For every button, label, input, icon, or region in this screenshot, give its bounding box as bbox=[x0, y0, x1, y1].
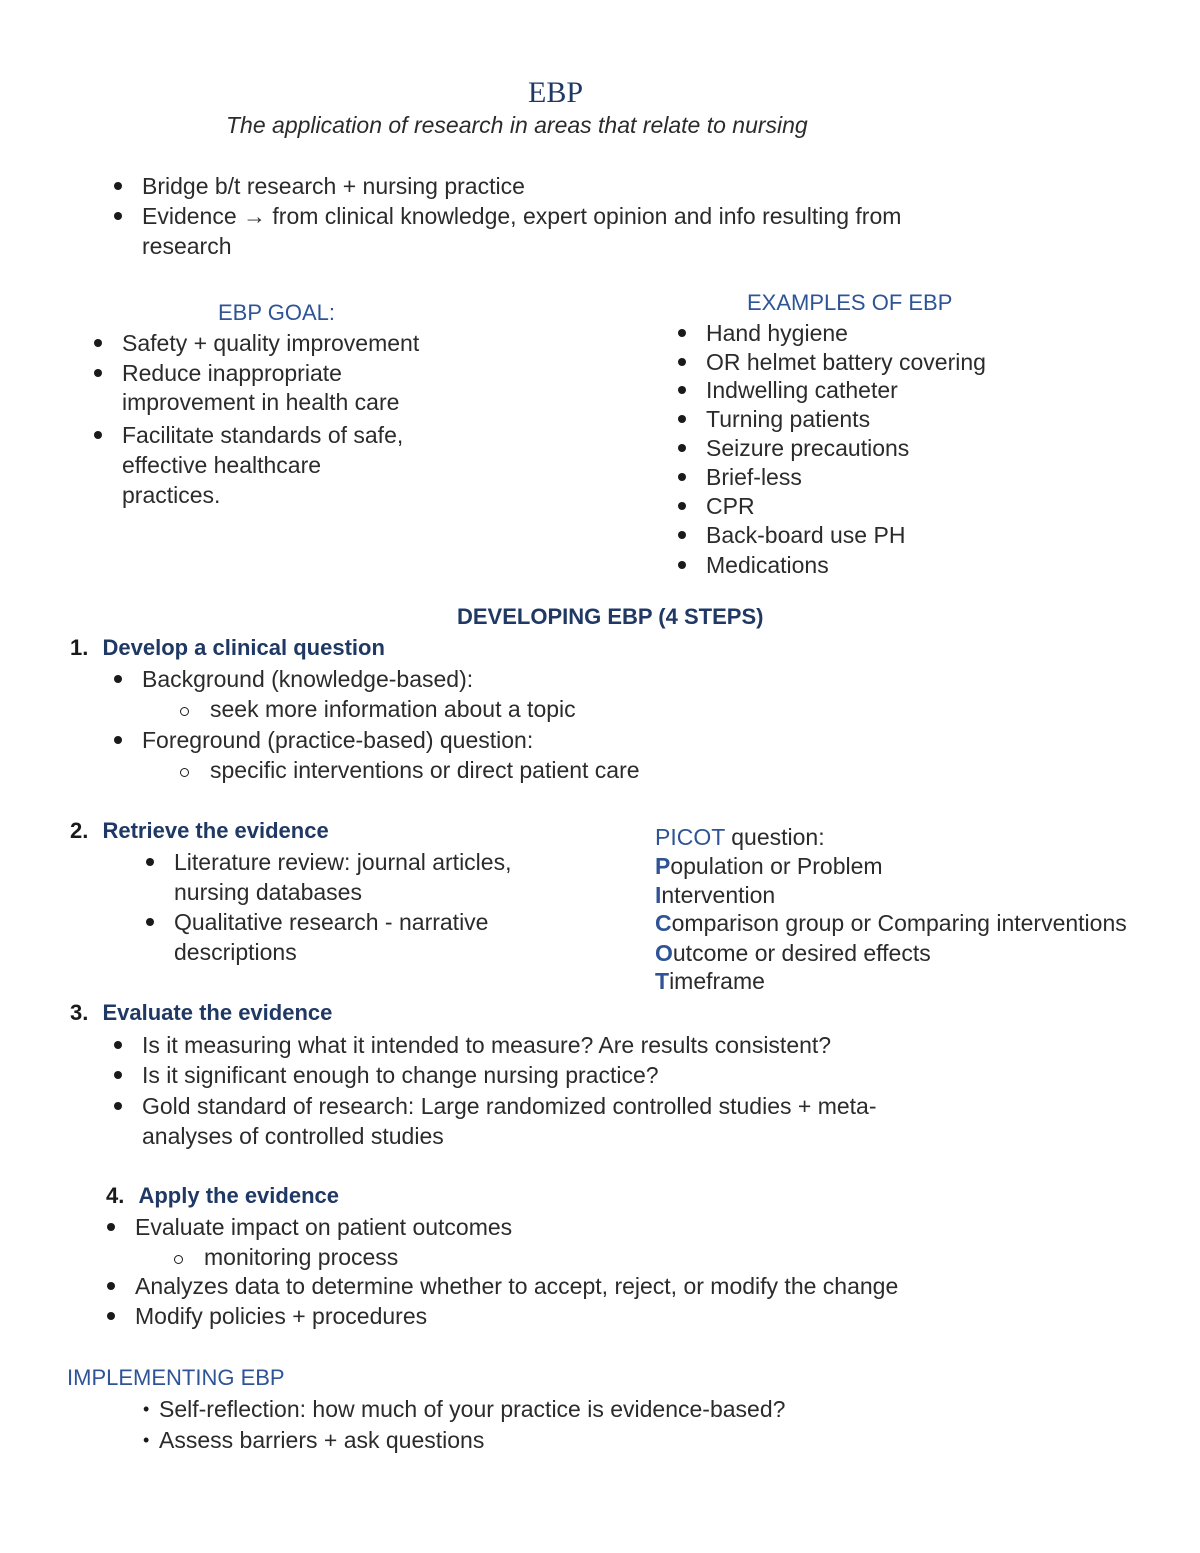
picot-letter: C bbox=[655, 910, 672, 936]
step3-bullet: Is it measuring what it intended to measure? Are results consistent? bbox=[142, 1032, 832, 1058]
picot-row bbox=[655, 912, 1127, 935]
examples-heading: EXAMPLES OF EBP bbox=[747, 290, 953, 315]
picot-letter: P bbox=[655, 853, 671, 879]
picot-row bbox=[655, 855, 883, 878]
step4-bullet: Analyzes data to determine whether to accept, reject, or modify the change bbox=[135, 1273, 899, 1299]
picot-word: opulation or Problem bbox=[670, 853, 883, 879]
intro-bullet: Evidence → from clinical knowledge, expert opinion and info resulting from bbox=[142, 203, 902, 229]
step1-bullet: Background (knowledge-based): bbox=[142, 666, 474, 692]
goal-item: Safety + quality improvement bbox=[122, 330, 420, 356]
picot-heading bbox=[655, 826, 825, 849]
example-item: CPR bbox=[706, 493, 755, 519]
small-bullet-icon: • bbox=[143, 1430, 150, 1450]
page-subtitle: The application of research in areas that relate to nursing bbox=[226, 112, 808, 138]
goal-item: Reduce inappropriate bbox=[122, 360, 342, 386]
goal-item-continuation: improvement in health care bbox=[122, 389, 400, 415]
goal-item-continuation: practices. bbox=[122, 482, 221, 508]
step4-subbullet: monitoring process bbox=[204, 1244, 399, 1270]
picot-letter: I bbox=[655, 882, 662, 908]
picot-letter: O bbox=[655, 940, 673, 966]
picot-letter: T bbox=[655, 968, 670, 994]
intro-bullet-continuation: research bbox=[142, 233, 232, 259]
picot-row bbox=[655, 884, 775, 907]
picot-heading-rest: question: bbox=[724, 824, 825, 850]
example-item: Hand hygiene bbox=[706, 320, 848, 346]
intro-bullet: Bridge b/t research + nursing practice bbox=[142, 173, 525, 199]
implementing-heading: IMPLEMENTING EBP bbox=[67, 1365, 285, 1390]
step4-bullet: Modify policies + procedures bbox=[135, 1303, 428, 1329]
step-number: 2. bbox=[70, 818, 89, 843]
developing-heading: DEVELOPING EBP (4 STEPS) bbox=[457, 604, 764, 629]
picot-row bbox=[655, 942, 931, 965]
step2-bullet-continuation: descriptions bbox=[174, 939, 297, 965]
picot-word: omparison group or Comparing interventions bbox=[671, 910, 1127, 936]
picot-word: utcome or desired effects bbox=[672, 940, 931, 966]
step-2-heading bbox=[70, 820, 329, 842]
picot-word: ntervention bbox=[661, 882, 776, 908]
example-item: OR helmet battery covering bbox=[706, 349, 986, 375]
goal-item-continuation: effective healthcare bbox=[122, 452, 322, 478]
step2-bullet-continuation: nursing databases bbox=[174, 879, 362, 905]
picot-row bbox=[655, 970, 765, 993]
step-title: Apply the evidence bbox=[138, 1183, 339, 1208]
step-title: Retrieve the evidence bbox=[102, 818, 329, 843]
step-number: 3. bbox=[70, 1000, 89, 1025]
implementing-item: Self-reflection: how much of your practice is evidence-based? bbox=[159, 1396, 786, 1422]
step1-subbullet: specific interventions or direct patient care bbox=[210, 757, 640, 783]
example-item: Seizure precautions bbox=[706, 435, 910, 461]
step2-bullet: Literature review: journal articles, bbox=[174, 849, 512, 875]
step3-bullet: Is it significant enough to change nursing practice? bbox=[142, 1062, 659, 1088]
goal-heading: EBP GOAL: bbox=[218, 300, 335, 325]
example-item: Turning patients bbox=[706, 406, 871, 432]
step-3-heading bbox=[70, 1002, 332, 1024]
step-4-heading bbox=[106, 1185, 339, 1207]
step-title: Develop a clinical question bbox=[102, 635, 385, 660]
example-item: Indwelling catheter bbox=[706, 377, 898, 403]
example-item: Back-board use PH bbox=[706, 522, 906, 548]
implementing-item: Assess barriers + ask questions bbox=[159, 1427, 485, 1453]
picot-word: imeframe bbox=[669, 968, 765, 994]
goal-item: Facilitate standards of safe, bbox=[122, 422, 404, 448]
example-item: Brief-less bbox=[706, 464, 802, 490]
small-bullet-icon: • bbox=[143, 1399, 150, 1419]
step4-bullet: Evaluate impact on patient outcomes bbox=[135, 1214, 513, 1240]
example-item: Medications bbox=[706, 552, 829, 578]
picot-acronym: PICOT bbox=[655, 824, 725, 850]
step3-bullet-continuation: analyses of controlled studies bbox=[142, 1123, 444, 1149]
step1-bullet: Foreground (practice-based) question: bbox=[142, 727, 534, 753]
step2-bullet: Qualitative research - narrative bbox=[174, 909, 489, 935]
page-title: EBP bbox=[528, 76, 584, 109]
step-number: 1. bbox=[70, 635, 89, 660]
step3-bullet: Gold standard of research: Large randomized controlled studies + meta- bbox=[142, 1093, 877, 1119]
step-1-heading bbox=[70, 637, 385, 659]
step-title: Evaluate the evidence bbox=[102, 1000, 333, 1025]
step1-subbullet: seek more information about a topic bbox=[210, 696, 576, 722]
step-number: 4. bbox=[106, 1183, 125, 1208]
